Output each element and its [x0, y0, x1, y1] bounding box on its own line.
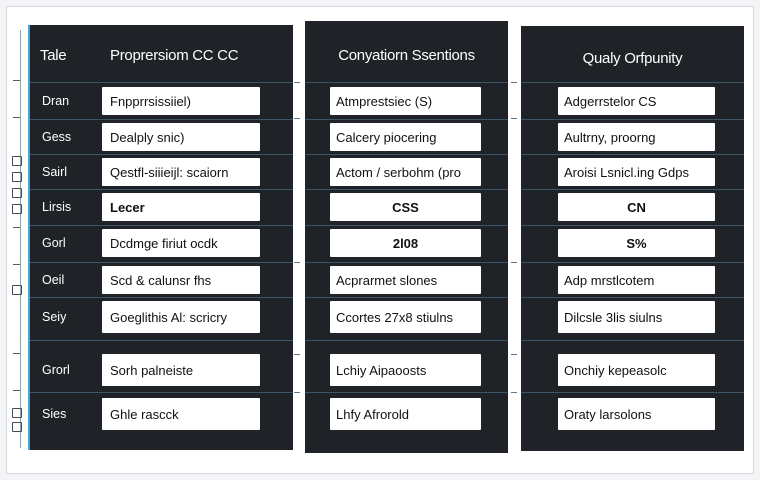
gap-tick	[511, 354, 517, 355]
gap-tick	[294, 262, 300, 263]
property-cell[interactable]: Dcdmge firiut ocdk	[102, 229, 260, 257]
row-divider	[30, 82, 293, 83]
quality-cell[interactable]: Onchiy kepeasolc	[558, 354, 715, 386]
panel-header-title: Tale	[40, 46, 67, 64]
row-label: Lirsis	[42, 200, 72, 214]
margin-marker-icon	[12, 172, 22, 182]
margin-tick	[13, 390, 20, 391]
row-divider	[521, 297, 744, 298]
gap-tick	[511, 262, 517, 263]
property-cell[interactable]: Qestfl-siiieijl: scaiorn	[102, 158, 260, 186]
configuration-cell[interactable]: Atmprestsiec (S)	[330, 87, 481, 115]
row-divider	[305, 154, 508, 155]
quality-panel	[521, 26, 744, 451]
gap-tick	[294, 354, 300, 355]
row-divider	[30, 262, 293, 263]
row-divider	[521, 262, 744, 263]
gap-tick	[511, 392, 517, 393]
configuration-cell[interactable]: Calcery piocering	[330, 123, 481, 151]
property-cell[interactable]: Sorh palneiste	[102, 354, 260, 386]
row-divider	[521, 189, 744, 190]
property-cell[interactable]: Ghle rascck	[102, 398, 260, 430]
row-divider	[30, 297, 293, 298]
panel-header-title: Qualy Orfpunity	[582, 49, 683, 67]
row-label: Seiy	[42, 310, 67, 324]
gap-tick	[294, 82, 300, 83]
row-label: Oeil	[42, 273, 65, 287]
margin-marker-icon	[12, 204, 22, 214]
margin-tick	[13, 117, 20, 118]
quality-cell[interactable]: S%	[558, 229, 715, 257]
property-cell[interactable]: Fnpprrsissiiel)	[102, 87, 260, 115]
gap-tick	[511, 82, 517, 83]
row-divider	[521, 392, 744, 393]
row-divider	[305, 392, 508, 393]
row-divider	[305, 225, 508, 226]
row-divider	[521, 225, 744, 226]
configuration-panel	[305, 21, 508, 453]
row-divider	[30, 154, 293, 155]
configuration-cell[interactable]: Lhfy Afrorold	[330, 398, 481, 430]
property-cell[interactable]: Lecer	[102, 193, 260, 221]
quality-cell[interactable]: Aroisi Lsnicl.ing Gdps	[558, 158, 715, 186]
row-divider	[521, 340, 744, 341]
margin-marker-icon	[12, 285, 22, 295]
row-divider	[305, 82, 508, 83]
row-divider	[30, 340, 293, 341]
properties-panel	[28, 25, 293, 450]
panel-header-subtitle: Proprersiom CC CC	[110, 46, 239, 64]
quality-cell[interactable]: Aultrny, proorng	[558, 123, 715, 151]
row-divider	[305, 340, 508, 341]
quality-cell[interactable]: Oraty larsolons	[558, 398, 715, 430]
row-label: Sairl	[42, 165, 68, 179]
margin-marker-icon	[12, 408, 22, 418]
property-cell[interactable]: Dealply snic)	[102, 123, 260, 151]
row-label: Grorl	[42, 363, 70, 377]
row-divider	[305, 119, 508, 120]
row-label: Gorl	[42, 236, 66, 250]
row-label: Gess	[42, 130, 72, 144]
gap-tick	[511, 118, 517, 119]
margin-rule	[20, 30, 21, 448]
gap-tick	[294, 118, 300, 119]
property-cell[interactable]: Goeglithis Al: scricry	[102, 301, 260, 333]
panel-header-title: Conyatiorn Ssentions	[338, 46, 475, 64]
configuration-cell[interactable]: Actom / serbohm (pro	[330, 158, 481, 186]
row-divider	[30, 392, 293, 393]
property-cell[interactable]: Scd & calunsr fhs	[102, 266, 260, 294]
margin-marker-icon	[12, 188, 22, 198]
quality-cell[interactable]: Adgerrstelor CS	[558, 87, 715, 115]
row-divider	[305, 297, 508, 298]
margin-tick	[13, 264, 20, 265]
row-divider	[30, 225, 293, 226]
row-label: Sies	[42, 407, 67, 421]
configuration-cell[interactable]: 2l08	[330, 229, 481, 257]
configuration-cell[interactable]: CSS	[330, 193, 481, 221]
quality-cell[interactable]: CN	[558, 193, 715, 221]
row-label: Dran	[42, 94, 70, 108]
row-divider	[521, 82, 744, 83]
row-divider	[305, 189, 508, 190]
margin-tick	[13, 353, 20, 354]
quality-cell[interactable]: Dilcsle 3lis siulns	[558, 301, 715, 333]
margin-tick	[13, 80, 20, 81]
row-divider	[30, 189, 293, 190]
configuration-cell[interactable]: Acprarmet slones	[330, 266, 481, 294]
margin-marker-icon	[12, 156, 22, 166]
gap-tick	[294, 392, 300, 393]
configuration-cell[interactable]: Ccortes 27x8 stiulns	[330, 301, 481, 333]
row-divider	[305, 262, 508, 263]
configuration-cell[interactable]: Lchiy Aipaoosts	[330, 354, 481, 386]
margin-tick	[13, 227, 20, 228]
margin-marker-icon	[12, 422, 22, 432]
row-divider	[30, 119, 293, 120]
row-divider	[521, 119, 744, 120]
row-divider	[521, 154, 744, 155]
quality-cell[interactable]: Adp mrstlcotem	[558, 266, 715, 294]
